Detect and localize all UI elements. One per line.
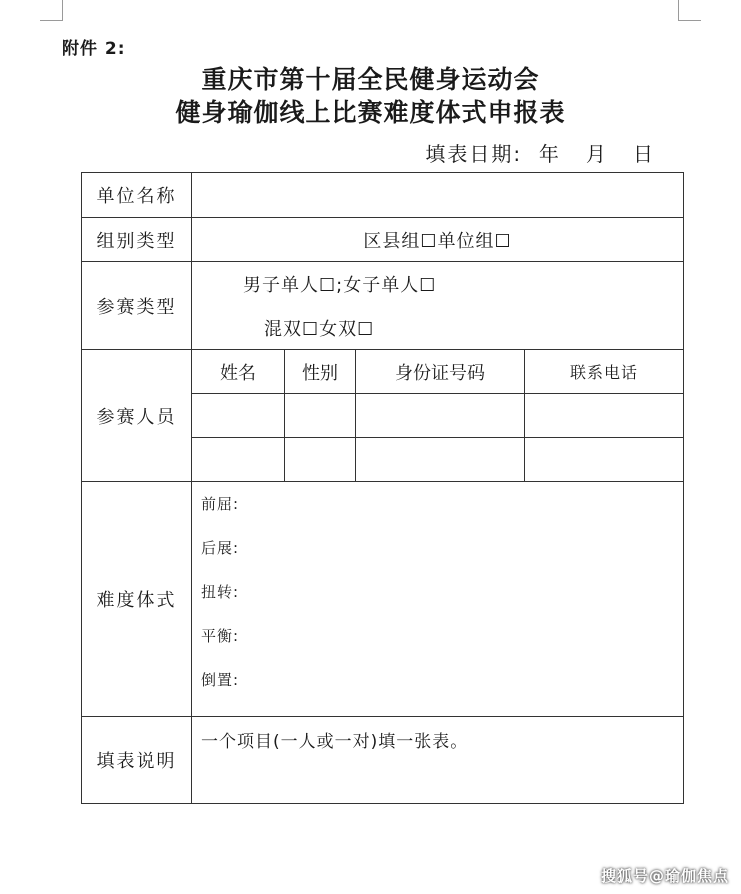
- unit-name-field[interactable]: [192, 173, 684, 218]
- difficulty-forward-bend: 前屈:: [201, 495, 240, 513]
- row-entry-type: [82, 262, 684, 350]
- participants-label: 参赛人员: [82, 350, 192, 482]
- participant1-gender-cell[interactable]: [285, 394, 356, 438]
- column-header-name: 姓名: [192, 350, 285, 394]
- column-header-phone: 联系电话: [525, 350, 684, 394]
- participant2-gender-cell[interactable]: [285, 438, 356, 482]
- entry-type-options[interactable]: [192, 262, 684, 350]
- attachment-label: 附件 2:: [62, 39, 126, 59]
- group-type-checkboxes[interactable]: 区县组☐单位组☐: [363, 230, 512, 252]
- page-corner-mark-right: [678, 0, 701, 21]
- entry-type-singles-checkboxes[interactable]: 男子单人☐;女子单人☐: [243, 274, 437, 296]
- row-instructions: [82, 717, 684, 804]
- difficulty-twist: 扭转:: [201, 583, 240, 601]
- entry-type-label: 参赛类型: [82, 262, 192, 350]
- participant2-phone-cell[interactable]: [525, 438, 684, 482]
- participant1-phone-cell[interactable]: [525, 394, 684, 438]
- instructions-label: 填表说明: [82, 717, 192, 804]
- row-participants-header: [82, 350, 684, 394]
- instructions-text: 一个项目(一人或一对)填一张表。: [192, 717, 684, 804]
- participant1-name-cell[interactable]: [192, 394, 285, 438]
- participant2-id-cell[interactable]: [356, 438, 525, 482]
- difficulty-back-bend: 后展:: [201, 539, 240, 557]
- row-difficulty: [82, 482, 684, 717]
- difficulty-field[interactable]: [192, 482, 684, 717]
- page-corner-mark-left: [40, 0, 63, 21]
- participant2-name-cell[interactable]: [192, 438, 285, 482]
- group-type-options[interactable]: [192, 218, 684, 262]
- participant1-id-cell[interactable]: [356, 394, 525, 438]
- row-group-type: [82, 218, 684, 262]
- column-header-id-number: 身份证号码: [356, 350, 525, 394]
- difficulty-label: 难度体式: [82, 482, 192, 717]
- difficulty-list: [192, 482, 683, 716]
- fill-date-line: 填表日期: 年 月 日: [425, 142, 655, 166]
- column-header-gender: 性别: [285, 350, 356, 394]
- difficulty-inversion: 倒置:: [201, 671, 240, 689]
- entry-type-doubles-checkboxes[interactable]: 混双☐女双☐: [264, 318, 375, 340]
- unit-name-label: 单位名称: [82, 173, 192, 218]
- row-unit-name: [82, 173, 684, 218]
- document-title-line2: 健身瑜伽线上比赛难度体式申报表: [175, 98, 566, 127]
- document-title-line1: 重庆市第十届全民健身运动会: [201, 65, 540, 94]
- difficulty-balance: 平衡:: [201, 627, 240, 645]
- registration-form-table: [81, 172, 684, 804]
- group-type-label: 组别类型: [82, 218, 192, 262]
- watermark: 搜狐号@瑜伽焦点: [600, 867, 729, 885]
